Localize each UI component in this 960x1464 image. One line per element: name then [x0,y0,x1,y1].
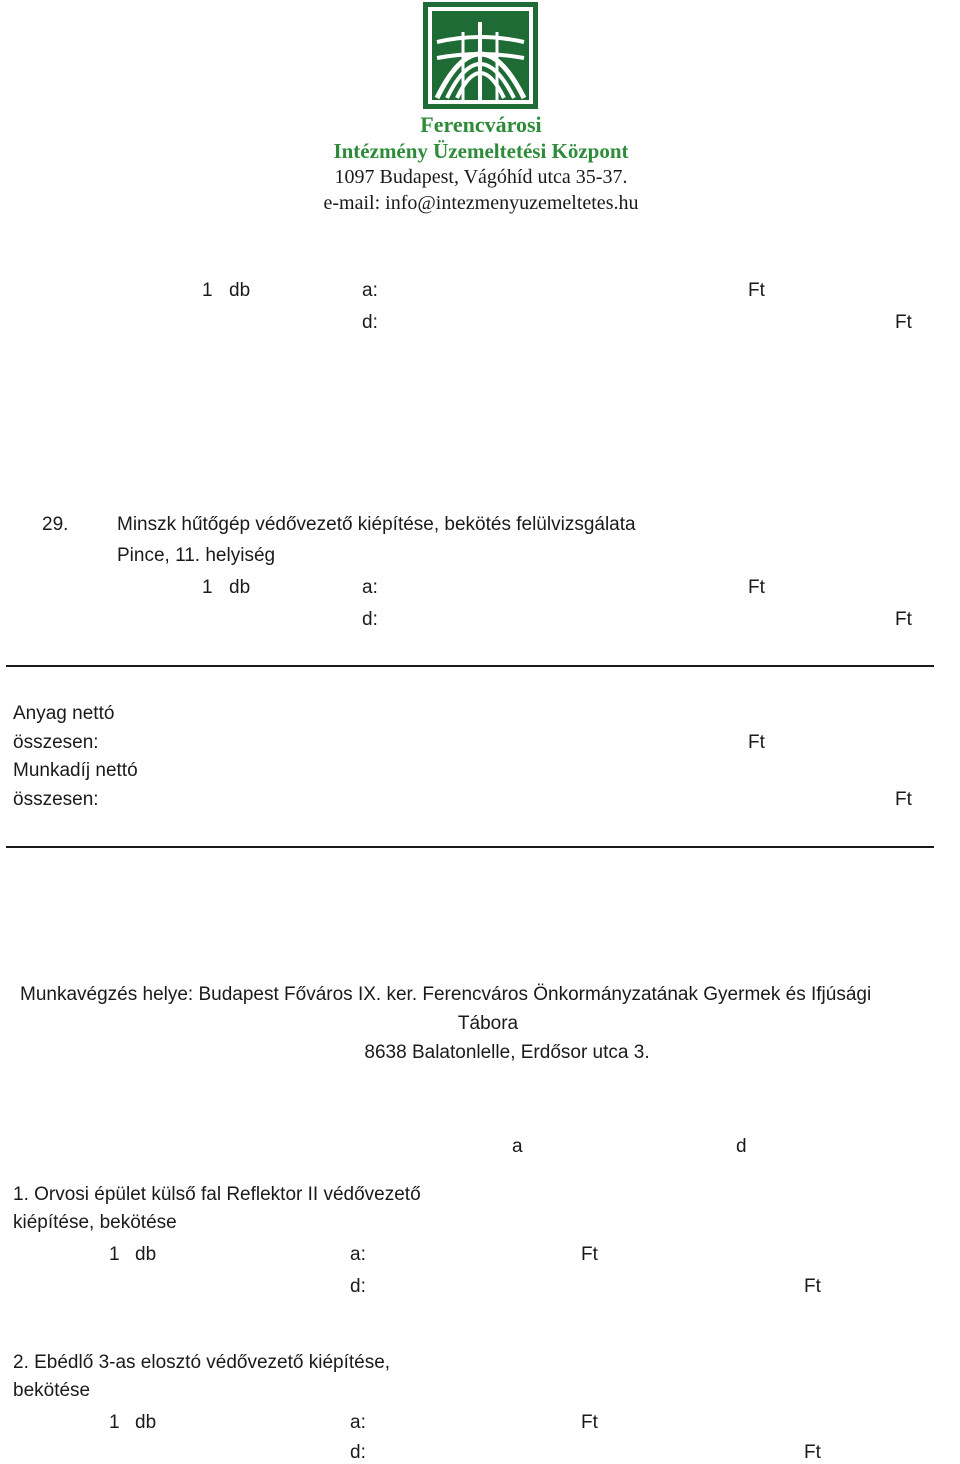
column-header-d: d [736,1136,747,1157]
item2-title-line2: bekötése [13,1380,91,1401]
org-name-line2: Intézmény Üzemeltetési Központ [333,139,629,163]
top-qty: 1 [202,280,213,301]
item2-title-line1: 2. Ebédlő 3-as elosztó védővezető kiépítése, [13,1352,391,1373]
item2-qty: 1 [109,1412,120,1433]
item1-qty: 1 [109,1244,120,1265]
logo-emblem-icon [423,2,538,109]
divider-top [6,665,934,667]
labor-total-label-line2: összesen: [13,789,99,810]
item29-unit: db [229,577,251,598]
org-address: 1097 Budapest, Vágóhíd utca 35-37. [334,166,628,188]
item1-d-label: d: [350,1276,366,1297]
worksite-line1: Munkavégzés helye: Budapest Főváros IX. ker. Ferencváros Önkormányzatának Gyermek és Ifjúsági [20,984,872,1005]
top-d-currency: Ft [895,312,912,333]
item2-d-currency: Ft [804,1442,821,1463]
material-total-label-line2: összesen: [13,732,99,753]
worksite-line3: 8638 Balatonlelle, Erdősor utca 3. [364,1042,650,1063]
item29-qty: 1 [202,577,213,598]
item2-d-label: d: [350,1442,366,1463]
item29-number: 29. [42,514,69,535]
item1-unit: db [135,1244,157,1265]
item1-a-label: a: [350,1244,366,1265]
organization-logo [423,2,538,109]
item29-d-label: d: [362,609,378,630]
item2-a-currency: Ft [581,1412,598,1433]
divider-bottom [6,846,934,848]
item29-location: Pince, 11. helyiség [117,545,276,566]
item29-title: Minszk hűtőgép védővezető kiépítése, bekötés felülvizsgálata [117,514,636,535]
item29-d-currency: Ft [895,609,912,630]
labor-total-currency: Ft [895,789,912,810]
item1-title-line1: 1. Orvosi épület külső fal Reflektor II védővezető [13,1184,421,1205]
item29-a-currency: Ft [748,577,765,598]
org-name-line1: Ferencvárosi [420,112,542,137]
top-a-currency: Ft [748,280,765,301]
labor-total-label-line1: Munkadíj nettó [13,760,138,781]
material-total-label-line1: Anyag nettó [13,703,115,724]
item1-title-line2: kiépítése, bekötése [13,1212,177,1233]
item2-a-label: a: [350,1412,366,1433]
item1-a-currency: Ft [581,1244,598,1265]
column-header-a: a [512,1136,523,1157]
material-total-currency: Ft [748,732,765,753]
item29-a-label: a: [362,577,378,598]
top-d-label: d: [362,312,378,333]
org-email: e-mail: info@intezmenyuzemeltetes.hu [323,192,639,214]
item2-unit: db [135,1412,157,1433]
item1-d-currency: Ft [804,1276,821,1297]
top-a-label: a: [362,280,378,301]
top-unit: db [229,280,251,301]
worksite-line2: Tábora [457,1013,519,1034]
